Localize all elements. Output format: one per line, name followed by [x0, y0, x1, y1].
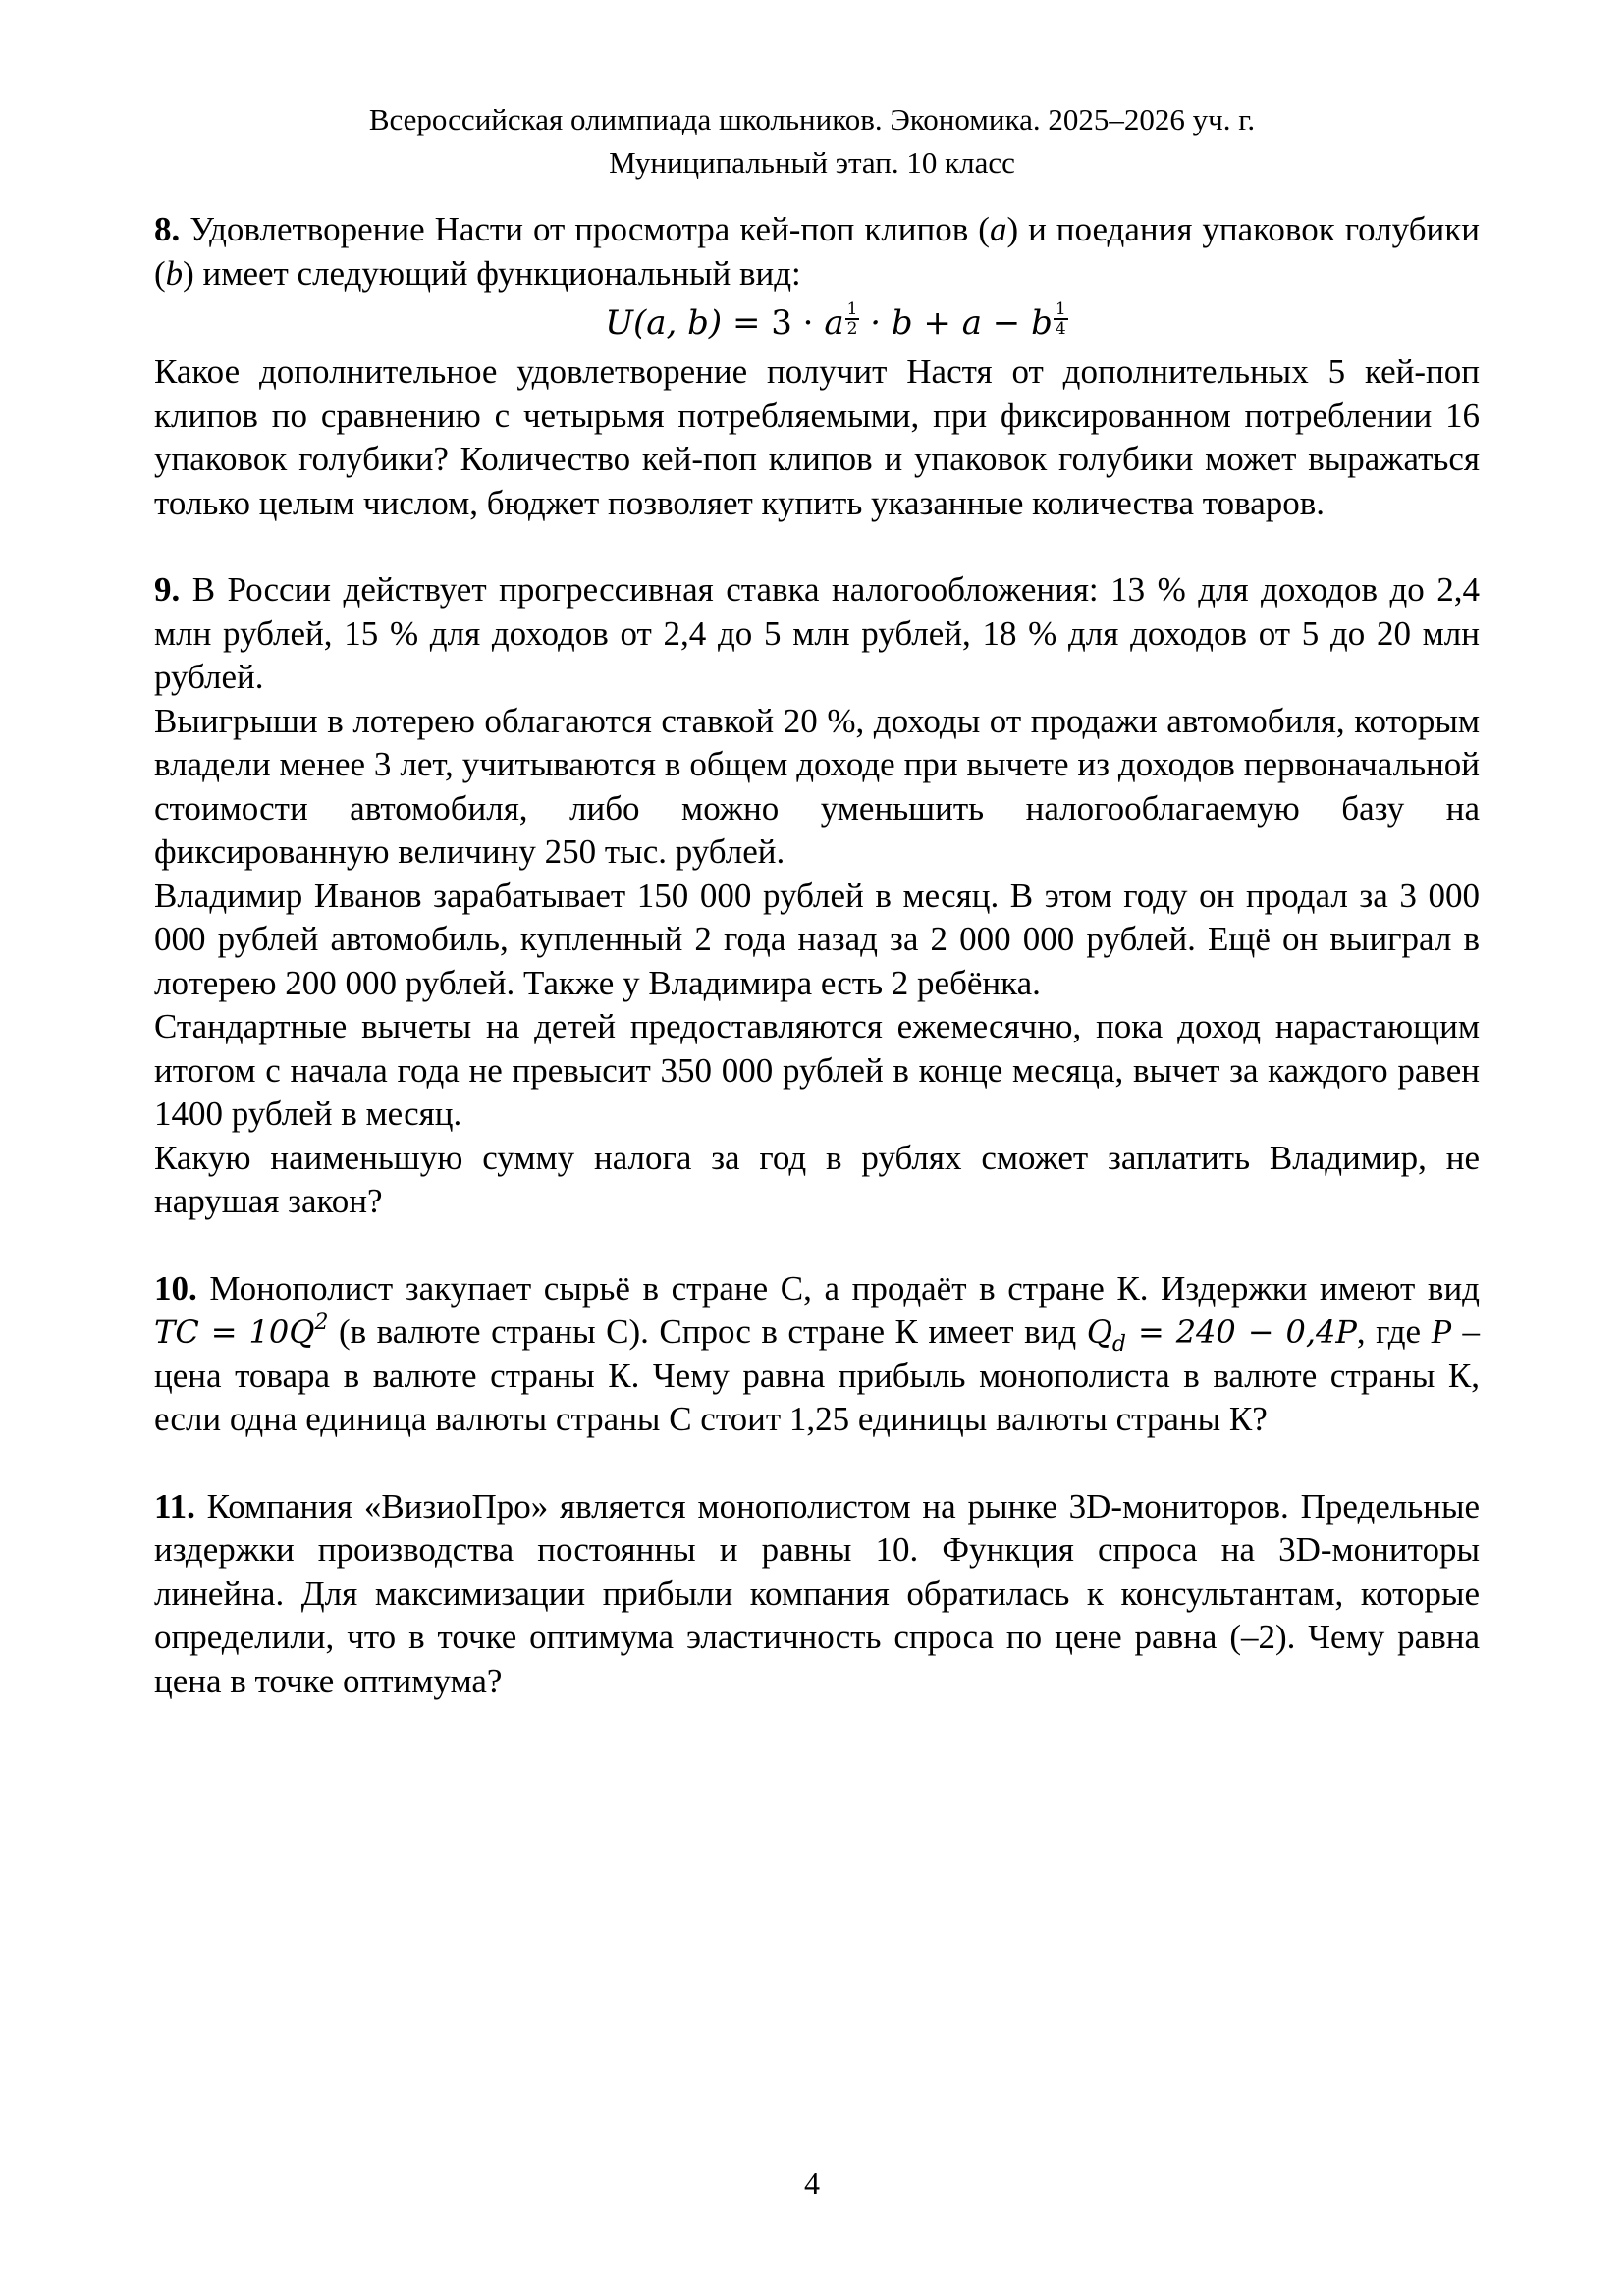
document-body	[154, 208, 1480, 1703]
page-header	[0, 98, 1624, 185]
task-11	[154, 1485, 1480, 1704]
task-number: 10.	[154, 1268, 197, 1308]
task-9-tax-rates: 9. В России действует прогрессивная ставка налогообложения: 13 % для доходов до 2,4 млн рублей, 15 % для доходов от 2,4 до 5 млн рублей, 18 % для доходов от 5 до 20 млн рублей.	[154, 570, 1480, 696]
demand-formula: $Q_d = 240 - 0,4P$	[1086, 1313, 1357, 1357]
task-10	[154, 1267, 1480, 1442]
header-stage-grade: Муниципальный этап. 10 класс	[609, 145, 1015, 180]
task-9	[154, 568, 1480, 1224]
exponent-fraction: $\frac{1}{4}$	[1055, 299, 1066, 339]
task-11-text: 11. Компания «ВизиоПро» является монополистом на рынке 3D-мониторов. Предельные издержки производства постоянны и равны 10. Функция спроса на 3D-мониторы линейна. Для максимизации прибыли компания обратилась к консультантам, которые определили, что в точке оптимума эластичность спроса по цене равна (–2). Чему равна цена в точке оптимума?	[154, 1486, 1480, 1700]
task-8-intro: 8. Удовлетворение Насти от просмотра кей-поп клипов (a) и поедания упаковок голубики (b) имеет следующий функциональный вид:	[154, 210, 1480, 293]
exponent-fraction: $\frac{1}{2}$	[846, 299, 858, 339]
task-9-question: Какую наименьшую сумму налога за год в рублях сможет заплатить Владимир, не нарушая закон?	[154, 1138, 1480, 1220]
task-9-lottery-car: Выигрыши в лотерею облагаются ставкой 20 %, доходы от продажи автомобиля, которым владели менее 3 лет, учитываются в общем доходе при вычете из доходов первоначальной стоимости автомобиля, либо можно уменьшить налогооблагаемую базу на фиксированную величину 250 тыс. рублей.	[154, 701, 1480, 871]
task-8-question: Какое дополнительное удовлетворение получит Настя от дополнительных 5 кей-поп клипов по сравнению с четырьмя потребляемыми, при фиксированном потреблении 16 упаковок голубики? Количество кей-поп клипов и упаковок голубики может выражаться только целым числом, бюджет позволяет купить указанные количества товаров.	[154, 352, 1480, 522]
task-number: 8.	[154, 210, 181, 248]
utility-formula: U(a, b) = 3 · a $\frac{1}{2}$ · b + a − b $\frac{1}{4}$	[605, 299, 1066, 343]
variable-b: b	[165, 253, 184, 293]
task-8	[154, 208, 1480, 525]
task-9-child-deductions: Стандартные вычеты на детей предоставляются ежемесячно, пока доход нарастающим итогом с начала года не превысит 350 000 рублей в конце месяца, вычет за каждого равен 1400 рублей в месяц.	[154, 1007, 1480, 1133]
variable-a: a	[989, 210, 1007, 248]
task-9-vladimir-income: Владимир Иванов зарабатывает 150 000 рублей в месяц. В этом году он продал за 3 000 000 рублей автомобиль, купленный 2 года назад за 2 000 000 рублей. Ещё он выиграл в лотерею 200 000 рублей. Также у Владимира есть 2 ребёнка.	[154, 876, 1480, 1002]
task-10-text: 10. Монополист закупает сырьё в стране С, а продаёт в стране К. Издержки имеют вид TC = $10Q^2$ (в валюте страны С). Спрос в стране К имеет вид $Q_d = 240 - 0,4P$, где P – цена товара в валюте страны К. Чему равна прибыль монополиста в валюте страны К, если одна единица валюты страны С стоит 1,25 единицы валюты страны К?	[154, 1268, 1481, 1438]
task-number: 9.	[154, 570, 181, 609]
cost-formula: TC = $10Q^2$	[154, 1310, 329, 1351]
page-number: 4	[804, 2165, 820, 2201]
task-number: 11.	[154, 1486, 195, 1525]
header-olympiad-title: Всероссийская олимпиада школьников. Экономика. 2025–2026 уч. г.	[368, 102, 1256, 136]
